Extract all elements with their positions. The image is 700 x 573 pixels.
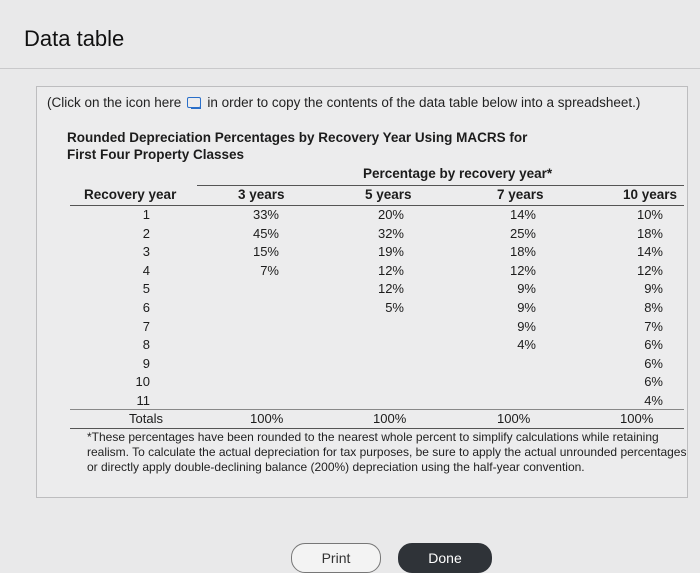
group-header-rule [197,185,684,186]
cell-recovery-year: 6 [142,300,150,315]
copy-instruction [47,95,640,110]
col-header-10-years: 10 years [623,187,678,202]
footer-rule [70,428,684,429]
footnote: *These percentages have been rounded to the nearest whole percent to simplify calculations while retaining realism. To calculate the actual depreciation for tax purposes, be sure to apply the actual unrounded percentages or directly apply double-declining balance (200%) depreciation using the half-year convention. [87,430,687,474]
totals-10-years: 100% [620,411,654,426]
cell-5-years: 12% [377,281,404,297]
cell-10-years: 6% [644,337,663,353]
table-title [67,129,587,163]
cell-10-years: 6% [644,355,663,371]
cell-5-years: 20% [377,207,404,222]
cell-recovery-year: 10 [135,374,150,390]
cell-5-years: 5% [385,300,404,315]
cell-recovery-year: 5 [142,281,150,297]
cell-5-years: 32% [377,225,404,241]
cell-7-years: 4% [517,337,536,353]
copy-icon[interactable] [187,97,201,108]
cell-10-years: 14% [636,244,663,260]
cell-10-years: 9% [644,281,663,297]
cell-7-years: 9% [517,281,536,297]
cell-recovery-year: 1 [142,207,150,222]
cell-7-years: 18% [509,244,536,260]
cell-7-years: 25% [509,225,536,241]
cell-5-years: 19% [377,244,404,260]
cell-10-years: 6% [644,374,663,390]
header-divider [0,68,700,69]
cell-10-years: 8% [644,300,663,315]
cell-10-years: 18% [636,225,663,241]
table-title-line1: Rounded Depreciation Percentages by Recovery Year Using MACRS for [67,130,528,145]
cell-3-years: 33% [252,207,279,222]
cell-7-years: 12% [509,262,536,278]
cell-recovery-year: 4 [142,262,150,278]
cell-7-years: 14% [509,207,536,222]
cell-recovery-year: 2 [142,225,150,241]
table-title-line2: First Four Property Classes [67,147,245,162]
col-header-3-years: 3 years [238,187,285,202]
page-title: Data table [24,26,125,51]
cell-recovery-year: 3 [142,244,150,260]
totals-7-years: 100% [497,411,531,426]
instruction-after: in order to copy the contents of the data table below into a spreadsheet.) [207,95,641,110]
cell-5-years: 12% [377,262,404,278]
totals-5-years: 100% [373,411,407,426]
col-header-recovery-year: Recovery year [84,187,177,202]
cell-3-years: 15% [252,244,279,260]
cell-7-years: 9% [517,300,536,315]
cell-recovery-year: 7 [142,318,150,334]
totals-rule [70,409,684,410]
cell-10-years: 10% [636,207,663,222]
cell-recovery-year: 9 [142,355,150,371]
group-header: Percentage by recovery year* [363,166,553,181]
instruction-before: (Click on the icon here [47,95,182,110]
header-rule [70,205,684,206]
totals-label: Totals [129,411,163,426]
cell-7-years: 9% [517,318,536,334]
totals-3-years: 100% [250,411,284,426]
print-button[interactable]: Print [291,543,381,573]
done-button[interactable]: Done [398,543,492,573]
col-header-5-years: 5 years [365,187,412,202]
cell-10-years: 12% [636,262,663,278]
cell-10-years: 4% [644,393,663,408]
col-header-7-years: 7 years [497,187,544,202]
cell-3-years: 45% [252,225,279,241]
cell-3-years: 7% [260,262,279,278]
cell-10-years: 7% [644,318,663,334]
cell-recovery-year: 8 [142,337,150,353]
cell-recovery-year: 11 [136,393,150,408]
